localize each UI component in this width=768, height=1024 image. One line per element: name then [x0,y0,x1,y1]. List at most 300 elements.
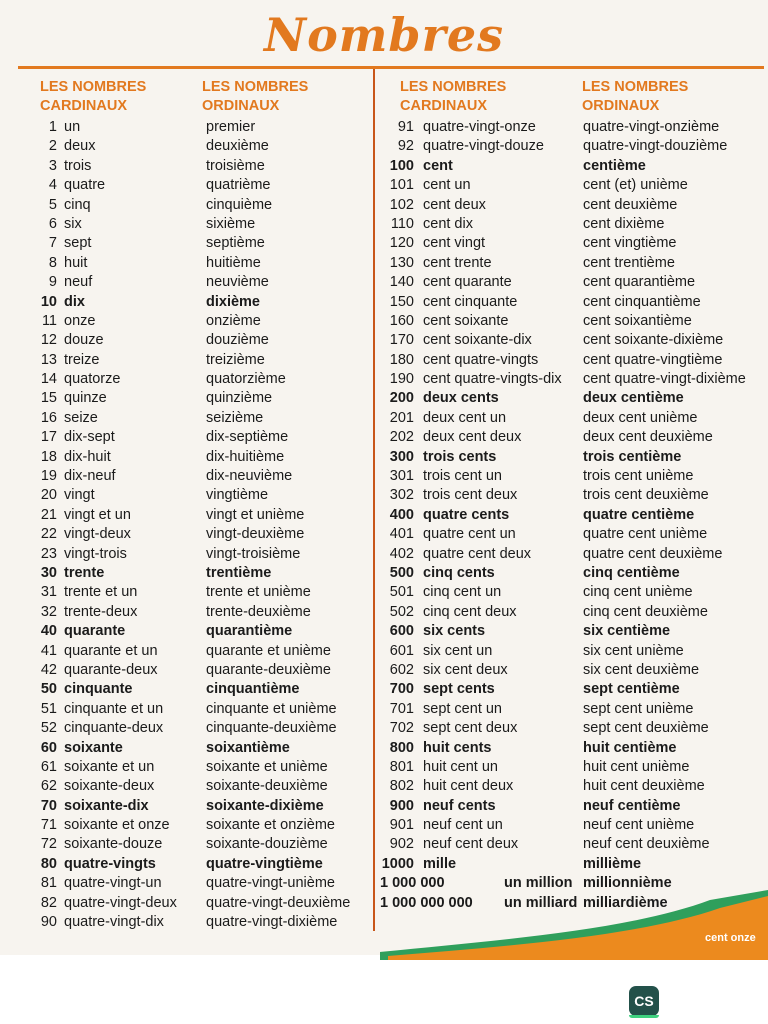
cardinal-word: cent vingt [423,235,486,252]
number-value: 52 [40,720,57,737]
cardinal-word: deux cents [423,390,499,407]
list-item [22,583,372,602]
ordinal-word: soixante-douzième [206,836,328,853]
number-value: 702 [389,720,414,737]
cardinal-word: soixante-douze [64,836,163,853]
left-column [22,78,372,932]
ordinal-word: cent dixième [583,215,665,232]
number-value: 22 [40,526,57,543]
number-value: 70 [40,797,57,814]
ordinal-word: quatre centième [583,506,695,523]
list-item [378,118,766,137]
ordinal-word: neuf cent deuxième [583,836,710,853]
number-value: 32 [40,603,57,620]
number-value: 301 [389,468,414,485]
cardinal-word: quarante [64,623,126,640]
list-item [22,409,372,428]
number-value: 51 [40,700,57,717]
header-ordinaux: LES NOMBRES ORDINAUX [202,79,309,114]
ordinal-word: quatorzième [206,371,286,388]
list-item [378,603,766,622]
list-item [378,700,766,719]
ordinal-word: millionnième [583,875,672,892]
list-item [378,331,766,350]
cardinal-word: mille [423,855,457,872]
list-item [22,448,372,467]
number-value: 500 [389,564,414,581]
ordinal-word: six cent deuxième [583,661,700,678]
list-item [22,700,372,719]
list-item [378,273,766,292]
number-value: 8 [48,254,57,271]
cardinal-word: neuf cents [423,797,496,814]
list-item [22,894,372,913]
ordinal-word: six cent unième [583,642,684,659]
list-item [378,176,766,195]
number-value: 9 [48,274,57,291]
ordinal-word: dix-neuvième [206,468,293,485]
number-value: 42 [40,661,57,678]
list-item [22,293,372,312]
ordinal-word: neuf centième [583,797,681,814]
cardinal-word: vingt et un [64,506,131,523]
list-item [22,486,372,505]
list-item [22,816,372,835]
cardinal-word: quatre [64,177,106,194]
list-item [378,234,766,253]
cardinal-word: huit cents [423,739,492,756]
ordinal-word: dix-septième [206,429,289,446]
ordinal-word: soixante-dixième [206,797,324,814]
cardinal-word: sept cent deux [423,720,518,737]
cardinal-word: soixante et onze [64,817,170,834]
list-item [378,642,766,661]
number-value: 800 [389,739,414,756]
number-value: 180 [389,351,414,368]
cardinal-word: six [64,215,82,232]
ordinal-word: cent soixantième [583,312,692,329]
ordinal-word: cinquante-deuxième [206,720,337,737]
page-title: Nombres [264,8,504,62]
number-value: 14 [40,371,57,388]
ordinal-word: quarante et unième [206,642,331,659]
cardinal-word: soixante et un [64,758,155,775]
list-item [378,448,766,467]
number-value: 30 [40,564,57,581]
cardinal-word: quatre-vingt-dix [64,914,164,931]
cardinal-word: cent quatre-vingts-dix [423,371,562,388]
cardinal-word: six cents [423,623,486,640]
number-value: 501 [389,584,414,601]
ordinal-word: onzième [206,312,261,329]
ordinal-word: seizième [206,409,264,426]
number-value: 120 [389,235,414,252]
list-item [22,855,372,874]
list-item [378,816,766,835]
cardinal-word: quatre cent deux [423,545,532,562]
ordinal-word: trois centième [583,448,682,465]
cardinal-word: cent cinquante [423,293,518,310]
number-value: 160 [389,312,414,329]
ordinal-word: soixante-deuxième [206,778,328,795]
list-item [22,312,372,331]
list-item [22,176,372,195]
cardinal-word: treize [64,351,100,368]
number-value: 901 [389,817,414,834]
ordinal-word: quatre-vingt-dixième [206,914,338,931]
list-item [22,661,372,680]
list-item [378,564,766,583]
list-item [22,777,372,796]
list-item [22,622,372,641]
list-item [22,157,372,176]
number-value: 802 [389,778,414,795]
ordinal-word: huit centième [583,739,677,756]
number-value: 170 [389,332,414,349]
column-headers [22,78,372,118]
number-value: 140 [389,274,414,291]
number-value: 602 [389,661,414,678]
cardinal-word: cinquante [64,681,133,698]
ordinal-word: cinq centième [583,564,680,581]
cardinal-word: quarante-deux [64,661,158,678]
ordinal-word: quatre-vingtième [206,855,323,872]
number-value: 21 [40,506,57,523]
cardinal-word: cent [423,157,453,174]
number-value: 302 [389,487,414,504]
cardinal-word: six cent un [423,642,493,659]
number-value: 41 [40,642,57,659]
cardinal-word: cent deux [423,196,486,213]
list-item [378,293,766,312]
number-value: 12 [40,332,57,349]
cardinal-word: quatre-vingts [64,855,156,872]
ordinal-word: vingtième [206,487,269,504]
ordinal-word: deux cent unième [583,409,698,426]
list-item [378,777,766,796]
list-item [378,370,766,389]
cardinal-word: quatorze [64,371,121,388]
ordinal-word: deuxième [206,138,269,155]
cardinal-word: cinquante-deux [64,720,164,737]
number-value: 72 [40,836,57,853]
number-value: 110 [390,215,414,232]
number-value: 81 [40,875,57,892]
ordinal-word: soixantième [206,739,290,756]
number-value: 202 [389,429,414,446]
cardinal-word: dix-neuf [64,468,116,485]
cardinal-word: neuf cent deux [423,836,519,853]
list-item [22,913,372,932]
number-value: 40 [40,623,57,640]
cardinal-word: sept cents [423,681,495,698]
number-value: 60 [40,739,57,756]
ordinal-word: quatre-vingt-onzième [583,119,720,135]
number-value: 90 [40,914,57,931]
cardinal-word: deux [64,138,96,155]
ordinal-word: cent quatre-vingtième [583,351,723,368]
list-item [378,215,766,234]
number-value: 801 [389,758,414,775]
cardinal-word: dix-huit [64,448,111,465]
cardinal-word: quinze [64,390,107,407]
number-value: 20 [40,487,57,504]
ordinal-word: quatre cent deuxième [583,545,723,562]
number-value: 700 [389,681,414,698]
cardinal-word: trois cent un [423,468,502,485]
cardinal-word: trente [64,564,105,581]
number-value: 31 [40,584,57,601]
cardinal-word: deux cent deux [423,429,522,446]
ordinal-word: vingt et unième [206,506,305,523]
ordinal-word: treizième [206,351,265,368]
cardinal-word: soixante-deux [64,778,155,795]
ordinal-word: cent soixante-dixième [583,332,724,349]
number-list [378,118,766,913]
cardinal-word: cent quarante [423,274,512,291]
ordinal-word: douzième [206,332,269,349]
ordinal-word: huit cent deuxième [583,778,705,795]
cardinal-word: dix [64,293,85,310]
number-value: 3 [48,157,57,174]
ordinal-word: cent cinquantième [583,293,701,310]
ordinal-word: sept cent unième [583,700,694,717]
ordinal-word: soixante et onzième [206,817,335,834]
ordinal-word: neuf cent unième [583,817,695,834]
list-item [22,254,372,273]
number-value: 50 [40,681,57,698]
number-value: 600 [389,623,414,640]
number-value: 13 [40,351,57,368]
number-value: 23 [40,545,57,562]
number-value: 11 [41,312,57,329]
number-value: 4 [48,177,57,194]
list-item [378,196,766,215]
list-item [22,874,372,893]
ordinal-word: sixième [206,215,256,232]
ordinal-word: cinq cent deuxième [583,603,708,620]
list-item [378,739,766,758]
ordinal-word: cent trentième [583,254,675,271]
cardinal-word: un milliard [504,894,578,911]
cardinal-word: cent dix [423,215,473,232]
cardinal-word: cinquante et un [64,700,164,717]
ordinal-word: quarante-deuxième [206,661,331,678]
ordinal-word: soixante et unième [206,758,328,775]
number-value: 502 [389,603,414,620]
number-value: 100 [389,157,414,174]
cardinal-word: trente-deux [64,603,138,620]
list-item [378,506,766,525]
number-value: 61 [40,758,57,775]
cardinal-word: trois cent deux [423,487,518,504]
number-value: 82 [40,894,57,911]
camscanner-logo: CS [629,986,659,1016]
list-item [22,835,372,854]
number-value: 16 [40,409,57,426]
number-value: 102 [389,196,414,213]
ordinal-word: cinquante et unième [206,700,337,717]
list-item [378,661,766,680]
ordinal-word: millième [583,855,642,872]
header-rule [18,66,764,69]
column-divider [373,69,375,931]
footer-wave-decoration [380,890,768,960]
list-item [22,719,372,738]
cardinal-word: neuf cent un [423,817,503,834]
cardinal-word: trente et un [64,584,138,601]
cardinal-word: onze [64,312,96,329]
list-item [378,351,766,370]
list-item [22,545,372,564]
number-value: 19 [40,468,57,485]
list-item [22,525,372,544]
ordinal-word: troisième [206,157,265,174]
number-value: 71 [40,817,57,834]
number-value: 92 [397,138,414,155]
cardinal-word: cent un [423,177,471,194]
number-value: 401 [389,526,414,543]
number-value: 10 [40,293,57,310]
ordinal-word: sept cent deuxième [583,720,709,737]
cardinal-word: quatre-vingt-deux [64,894,177,911]
number-value: 201 [389,409,414,426]
ordinal-word: trentième [206,564,272,581]
cardinal-word: soixante-dix [64,797,149,814]
list-item [378,389,766,408]
ordinal-word: cinquième [206,196,273,213]
list-item [22,370,372,389]
list-item [22,564,372,583]
ordinal-word: quinzième [206,390,273,407]
ordinal-word: dixième [206,293,260,310]
ordinal-word: sept centième [583,681,680,698]
header-cardinaux: LES NOMBRES CARDINAUX [400,79,507,114]
list-item [378,486,766,505]
cardinal-word: cinq cent deux [423,603,517,620]
ordinal-word: cent deuxième [583,196,678,213]
cardinal-word: trois cents [423,448,497,465]
list-item [22,351,372,370]
ordinal-word: neuvième [206,274,269,291]
list-item [378,583,766,602]
number-value: 7 [48,235,57,252]
ordinal-word: quatre-vingt-douzième [583,138,728,155]
ordinal-word: cinq cent unième [583,584,693,601]
list-item [378,758,766,777]
number-value: 1 [48,119,57,135]
ordinal-word: trente-deuxième [206,603,311,620]
number-value: 402 [389,545,414,562]
list-item [378,545,766,564]
list-item [22,234,372,253]
cardinal-word: cinq cents [423,564,495,581]
list-item [378,137,766,156]
number-value: 902 [389,836,414,853]
cardinal-word: vingt-trois [64,545,127,562]
ordinal-word: quatre cent unième [583,526,708,543]
list-item [22,758,372,777]
number-value: 601 [389,642,414,659]
number-value: 18 [40,448,57,465]
ordinal-word: huit cent unième [583,758,690,775]
cardinal-word: cent quatre-vingts [423,351,539,368]
list-item [22,196,372,215]
cardinal-word: huit cent deux [423,778,514,795]
cardinal-word: cinq cent un [423,584,502,601]
list-item [22,428,372,447]
list-item [378,719,766,738]
list-item [22,506,372,525]
cardinal-word: deux cent un [423,409,507,426]
cardinal-word: quatre cent un [423,526,516,543]
cardinal-word: cent soixante [423,312,509,329]
list-item [22,215,372,234]
number-value: 1 000 000 [380,875,445,892]
ordinal-word: six centième [583,623,671,640]
number-value: 130 [389,254,414,271]
ordinal-word: cent vingtième [583,235,677,252]
cardinal-word: quarante et un [64,642,158,659]
list-item [22,389,372,408]
list-item [22,797,372,816]
column-headers [378,78,766,118]
ordinal-word: trois cent unième [583,468,694,485]
number-value: 300 [389,448,414,465]
ordinal-word: quatre-vingt-deuxième [206,894,351,911]
list-item [378,409,766,428]
list-item [378,254,766,273]
list-item [22,642,372,661]
number-value: 900 [389,797,414,814]
cardinal-word: trois [64,157,92,174]
ordinal-word: huitième [206,254,261,271]
list-item [22,118,372,137]
ordinal-word: cinquantième [206,681,300,698]
cardinal-word: vingt [64,487,95,504]
cardinal-word: sept [64,235,92,252]
ordinal-word: deux cent deuxième [583,429,713,446]
list-item [378,312,766,331]
list-item [378,157,766,176]
list-item [378,835,766,854]
cardinal-word: six cent deux [423,661,508,678]
cardinal-word: un million [504,875,573,892]
list-item [378,428,766,447]
cardinal-word: soixante [64,739,123,756]
cardinal-word: un [64,119,81,135]
list-item [22,137,372,156]
ordinal-word: septième [206,235,265,252]
ordinal-word: milliardième [583,894,668,911]
list-item [378,855,766,874]
cardinal-word: quatre cents [423,506,510,523]
header-ordinaux: LES NOMBRES ORDINAUX [582,79,689,114]
cardinal-word: huit [64,254,88,271]
cardinal-word: cent trente [423,254,492,271]
list-item [378,467,766,486]
number-list [22,118,372,932]
ordinal-word: centième [583,157,646,174]
number-value: 62 [40,778,57,795]
list-item [22,331,372,350]
cardinal-word: cent soixante-dix [423,332,532,349]
number-value: 15 [40,390,57,407]
list-item [378,622,766,641]
cardinal-word: neuf [64,274,93,291]
list-item [22,739,372,758]
list-item [378,525,766,544]
